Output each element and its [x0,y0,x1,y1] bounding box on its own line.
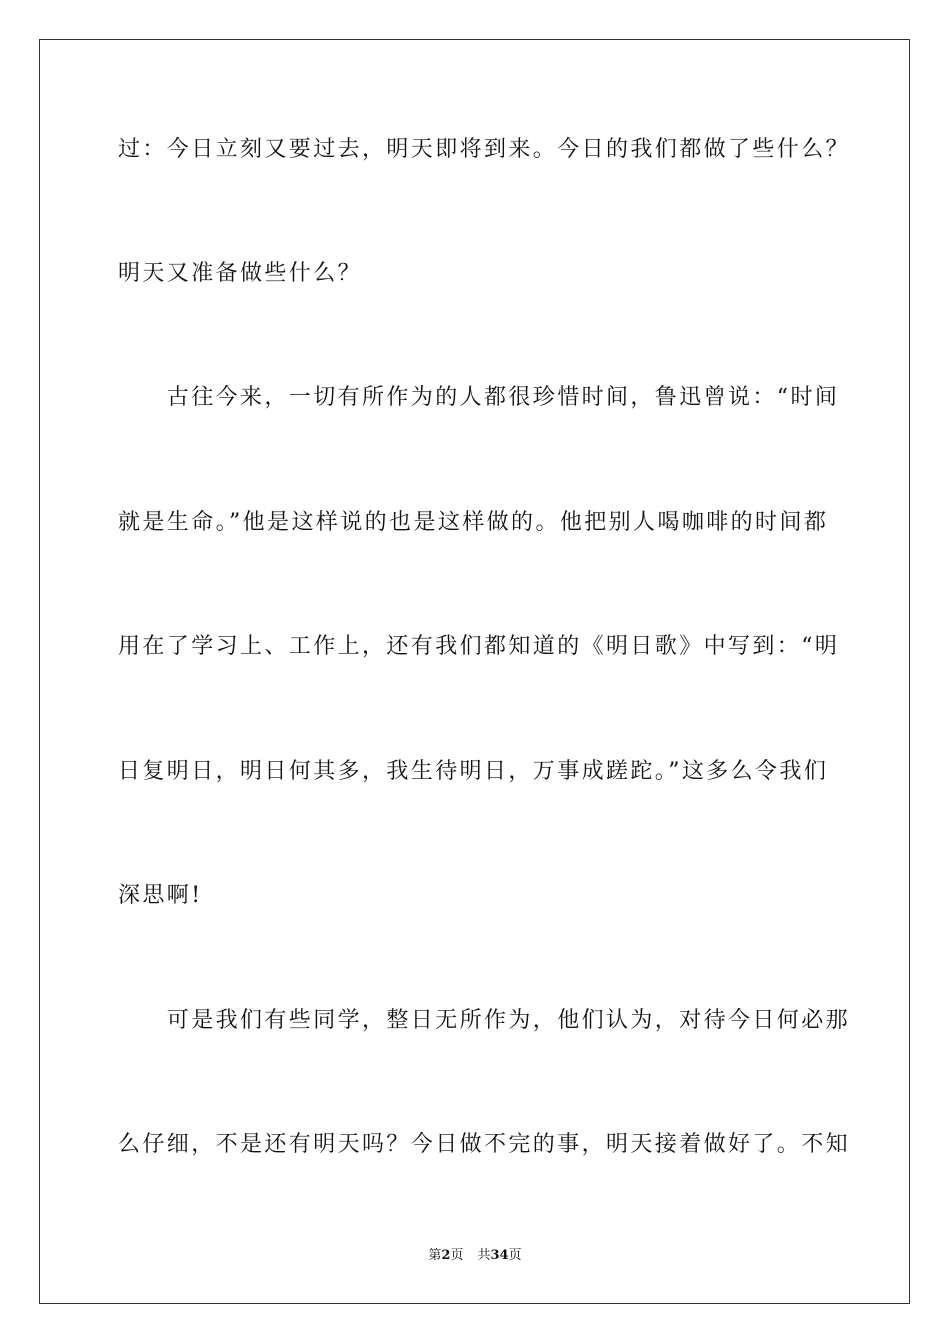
body-text-line: 么仔细，不是还有明天吗？今日做不完的事，明天接着做好了。不知 [118,1132,851,1157]
page-total: 共34页 [477,1248,522,1263]
page-footer [0,1247,950,1265]
body-text-line: 明天又准备做些什么？ [118,261,363,286]
body-text-line: 就是生命。”他是这样说的也是这样做的。他把别人喝咖啡的时间都 [118,510,829,535]
body-text-line: 古往今来，一切有所作为的人都很珍惜时间，鲁迅曾说：“时间 [118,385,840,410]
body-text-line: 深思啊! [118,883,203,908]
body-text-line: 过：今日立刻又要过去，明天即将到来。今日的我们都做了些什么？ [118,137,851,162]
body-text-line: 可是我们有些同学，整日无所作为，他们认为，对待今日何必那 [118,1008,851,1033]
body-text-line: 日复明日，明日何其多，我生待明日，万事成蹉跎。”这多么令我们 [118,759,829,784]
page-number: 第2页 [428,1248,464,1263]
body-text-line: 用在了学习上、工作上，还有我们都知道的《明日歌》中写到：“明 [118,634,840,659]
page-border [39,39,910,1304]
